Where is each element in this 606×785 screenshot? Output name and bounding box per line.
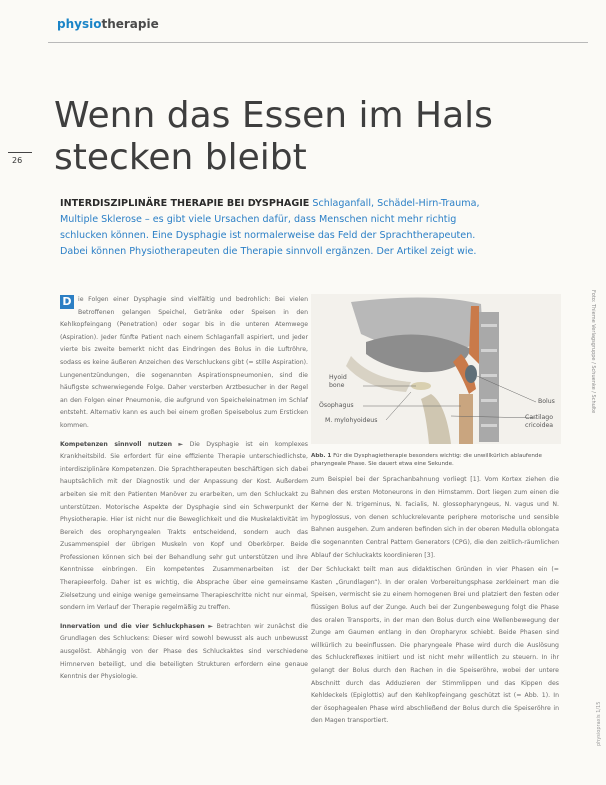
section-label: [57, 17, 159, 31]
page-header: [48, 14, 588, 36]
article-title-line-1: Wenn das Essen im Hals: [54, 95, 493, 136]
inline-heading-competences: Kompetenzen sinnvoll nutzen: [60, 440, 173, 448]
figure-caption-text: Für die Dysphagietherapie besonders wichtig: die unwillkürlich ablaufende pharyngeale Phase. Sie dauert etwa eine Sekunde.: [311, 453, 542, 467]
lead-label: INTERDISZIPLINÄRE THERAPIE BEI DYSPHAGIE: [60, 198, 310, 209]
figure-label-mylohyoid: M. mylohyoideus: [325, 417, 378, 424]
page-number: 26: [12, 156, 23, 165]
anatomy-figure: [311, 294, 561, 444]
figure-caption-label: Abb. 1: [311, 453, 332, 459]
figure-label-bolus: Bolus: [538, 398, 555, 405]
article-title-line-2: stecken bleibt: [54, 137, 307, 178]
paragraph-intro-text: ie Folgen einer Dysphagie sind vielfältig und bedrohlich: Bei vielen Betroffenen gelangen Speichel, Getränke oder Speisen in den Kehlkopfeingang (Penetration) oder sogar bis in die unteren Atemwege (Aspiration). Jeder fünfte Patient nach einem Schlaganfall aspiriert, und jeder vierte bis zweite bemerkt nicht das Eindringen des Bolus in die Luftröhre, sodass es keine äußeren Anzeichen des Verschluckens gibt (= stille Aspiration). Lungenentzündungen, die sogenannten Aspirationspneumonien, sind die häufigste schwerwiegende Folge. Daher versterben Arztbesucher in der Regel an den Folgen einer Pneumonie, die aufgrund von Speicheleinatmen im Schlaf entsteht. Alternativ kann es auch bei einem großen Speisebolus zum Ersticken kommen.: [60, 296, 308, 429]
figure-label-hyoid: Hyoid bone: [329, 374, 347, 389]
paragraph-innervation-text: Betrachten wir zunächst die Grundlagen des Schluckens: Dieser wird sowohl bewusst als auch unbewusst ausgelöst. Abhängig von der Phase des Schluckaktes sind verschiedene Hirnnerven beteiligt, und die beteiligten Strukturen erfordern eine genaue Kenntnis der Physiologie.: [60, 622, 308, 681]
figure-caption: [311, 452, 559, 468]
paragraph-innervation: Innervation und die vier Schluckphasen ► Betrachten wir zunächst die Grundlagen des Schluckens: Dieser wird sowohl bewusst als auch unbewusst ausgelöst. Abhängig von der Phase des Schluckaktes sind verschiedene Hirnnerven beteiligt, und die beteiligten Strukturen erfordern eine genaue Kenntnis der Physiologie.: [60, 622, 308, 681]
figure-label-cartilago: Cartilago cricoidea: [525, 414, 554, 429]
header-rule: [48, 42, 588, 43]
paragraph-competences-text: Die Dysphagie ist ein komplexes Krankheitsbild. Sie erfordert für eine effiziente Therapie unterschiedlichste, interdisziplinäre Kompetenzen. Die Sprachtherapeuten beschäftigen sich dabei hauptsächlich mit der Diagnostik und der Anpassung der Kost. Außerdem arbeiten sie mit den Patienten Manöver zu erarbeiten, um den Schluckakt zu unterstützen. Motorische Aspekte der Dysphagie sind ein Schwerpunkt der Physiotherapie. Hier ist nicht nur die Beweglichkeit und die Muskelaktivität im Bereich des oropharyngealen Trakts entscheidend, sondern auch das Zusammenspiel der übrigen Muskeln von Kopf und Oberkörper. Beide Professionen können sich bei der Behandlung sehr gut unterstützen und ihre Kenntnisse einbringen. Ein kompetentes Zusammenarbeiten ist der Therapieerfolg. Daher ist es wichtig, die Absprache über eine gemeinsame Zielsetzung und einige wenige gemeinsame Therapieschritte nicht nur einmal, sondern im Verlauf der Therapie regelmäßig zu treffen.: [60, 440, 308, 612]
paragraph-cortex: zum Beispiel bei der Sprachanbahnung vorliegt [1]. Vom Kortex ziehen die Bahnen des ersten Motoneurons in den Hirnstamm. Dort liegen zum einen die Kerne der N. trigeminus, N. facialis, N. glossopharyngeus, N. vagus und N. hypoglossus, von denen schluckrelevante periphere motorische und sensible Bahnen ausgehen. Zum anderen befinden sich in der oberen Medulla oblongata die sogenannten Central Pattern Generators (CPG), die den zeitlich-räumlichen Ablauf der Schluckakts koordinieren [3].: [311, 476, 559, 559]
paragraph-intro: [60, 294, 308, 433]
figure-label-oesophagus: Ösophagus: [319, 402, 354, 409]
inline-heading-innervation: Innervation und die vier Schluckphasen: [60, 622, 205, 630]
section-label-prefix: physio: [57, 17, 102, 31]
side-issue-mark: [596, 690, 606, 750]
lead-text: Schlaganfall, Schädel-Hirn-Trauma, Multiple Sklerose – es gibt viele Ursachen dafür, dass Menschen nicht mehr richtig schlucken können. Eine Dysphagie ist normalerweise das Feld der Sprachtherapeuten. Dabei können Physiotherapeuten die Therapie sinnvoll ergänzen. Der Artikel zeigt wie.: [60, 198, 480, 257]
article-title: [54, 95, 514, 179]
paragraph-phases: Der Schluckakt teilt man aus didaktischen Gründen in vier Phasen ein (= Kasten „Grundlagen“). In der oralen Vorbereitungsphase zerkleinert man die Speisen, vermischt sie zu einem homogenen Brei und platziert den festen oder flüssigen Bolus auf der Zunge. Auch bei der Zungenbewegung folgt die Phase des oralen Transports, in der man den Bolus durch eine Wellenbewegung der Zunge am Gaumen entlang in den Oropharynx schiebt. Beide Phasen sind willkürlich zu beeinflussen. Die pharyngeale Phase wird durch die Auslösung des Schluckreflexes initiiert und ist nicht mehr willentlich zu steuern. In ihr gelangt der Bolus durch den Rachen in die Speiseröhre, wobei der untere Abschnitt durch das Adduzieren der Stimmlippen und das Kippen des Kehldeckels (Epiglottis) auf den Kehlkopfeingang geschützt ist (= Abb. 1). In der ösophagealen Phase wird abschließend der Bolus durch die Speiseröhre in den Magen transportiert.: [311, 566, 559, 725]
figure-credit-text: Foto: Thieme Verlagsgruppe / Schuenke / Schulte: [590, 290, 596, 414]
dropcap: D: [60, 295, 74, 309]
article-lead: [60, 196, 480, 260]
section-label-suffix: therapie: [101, 17, 159, 31]
page-number-rule: [8, 152, 32, 153]
body-column-right: [311, 474, 559, 728]
paragraph-competences: Kompetenzen sinnvoll nutzen ► Die Dysphagie ist ein komplexes Krankheitsbild. Sie erfordert für eine effiziente Therapie unterschiedlichste, interdisziplinäre Kompetenzen. Die Sprachtherapeuten beschäftigen sich dabei hauptsächlich mit der Diagnostik und der Anpassung der Kost. Außerdem arbeiten sie mit den Patienten Manöver zu erarbeiten, um den Schluckakt zu unterstützen. Motorische Aspekte der Dysphagie sind ein Schwerpunkt der Physiotherapie. Hier ist nicht nur die Beweglichkeit und die Muskelaktivität im Bereich des oropharyngealen Trakts entscheidend, sondern auch das Zusammenspiel der übrigen Muskeln von Kopf und Oberkörper. Beide Professionen können sich bei der Behandlung sehr gut unterstützen und ihre Kenntnisse einbringen. Ein kompetentes Zusammenarbeiten ist der Therapieerfolg. Daher ist es wichtig, die Absprache über eine gemeinsame Zielsetzung und einige wenige gemeinsame Therapieschritte nicht nur einmal, sondern im Verlauf der Therapie regelmäßig zu treffen.: [60, 440, 308, 612]
side-issue-mark-text: physiopraxis 1/15: [596, 701, 602, 746]
body-column-left: [60, 294, 308, 684]
figure-credit: [586, 290, 598, 480]
